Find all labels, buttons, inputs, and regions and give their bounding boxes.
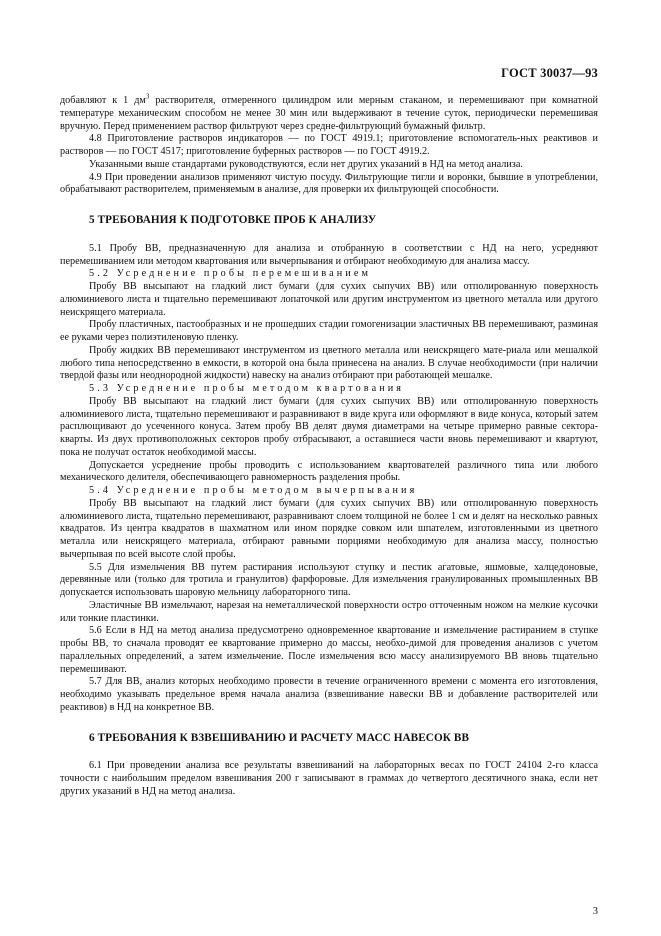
paragraph: 5.6 Если в НД на метод анализа предусмотрено одновременное квартование и измельчение растиранием в ступке пробы ВВ, то сначала проводят ее квартование примерно до массы, необхо-димой для проведения анализов с учетом параллельных определений, а затем измельчение. После измельчения всю массу анализируемого ВВ вновь тщательно перемешивают. bbox=[60, 625, 598, 675]
paragraph: Эластичные ВВ измельчают, нарезая на неметаллической поверхности остро отточенным ножом на мелкие кусочки или тонкие пластинки. bbox=[60, 599, 598, 624]
paragraph: 6.1 При проведении анализа все результаты взвешиваний на лабораторных весах по ГОСТ 24104 2-го класса точности с наибольшим пределом взвешивания 200 г записывают в граммах до четвертого десятичного знака, если нет других указаний в НД на метод анализа. bbox=[60, 760, 598, 797]
paragraph: 5.7 Для ВВ, анализ которых необходимо провести в течение ограниченного времени с момента его изготовления, необходимо указывать предельное время начала анализа (взвешивание навески ВВ и добавление растворителей или реактивов) в НД на конкретное ВВ. bbox=[60, 676, 598, 713]
paragraph: Допускается усреднение пробы проводить с использованием квартователей различного типа или любого механического делителя, обеспечивающего равномерность разделения пробы. bbox=[60, 459, 598, 484]
paragraph: Пробу ВВ высыпают на гладкий лист бумаги (для сухих сыпучих ВВ) или отполированную поверхность алюминиевого листа, тщательно перемешивают, разравнивают слоем толщиной не более 1 см и делят на несколько равных квадратов. Из центра квадратов в шахматном или ином порядке совком или шпателем, изготовленными из цветного металла или неискрящего материала, отбирают равными порциями необходимую для анализа массу, полностью вычерпывая по всей высоте слой пробы. bbox=[60, 497, 598, 560]
paragraph: Указанными выше стандартами руководствуются, если нет других указаний в НД на метод анализа. bbox=[89, 158, 523, 170]
document-header: ГОСТ 30037—93 bbox=[501, 66, 598, 80]
paragraph: 5.4 Усреднение пробы методом вычерпывания bbox=[89, 485, 418, 496]
section-heading: 6 ТРЕБОВАНИЯ К ВЗВЕШИВАНИЮ И РАСЧЕТУ МАСС НАВЕСОК ВВ bbox=[89, 731, 470, 744]
paragraph: 5.5 Для измельчения ВВ путем растирания используют ступку и пестик агатовые, яшмовые, халцедоновые, деревянные или (только для тротила и гранулитов) фарфоровые. Для измельчения гранулированных промышленных ВВ допускается использовать шаровую мельницу лабораторного типа. bbox=[60, 561, 598, 598]
paragraph: 5.3 Усреднение пробы методом квартования bbox=[89, 383, 405, 394]
paragraph: 4.9 При проведении анализов применяют чистую посуду. Фильтрующие тигли и воронки, бывшие в употреблении, обрабатывают растворителем, применяемым в анализе, для проверки их фильтрующей способности. bbox=[60, 171, 598, 196]
paragraph: Пробу ВВ высыпают на гладкий лист бумаги (для сухих сыпучих ВВ) или отполированную поверхность алюминиевого листа, тщательно перемешивают и разравнивают в виде круга или оформляют в виде конуса, который затем расплющивают до усеченного конуса. Затем пробу ВВ делят двумя диаметрами на четыре примерно равные сектора-кварты. Из двух противоположных секторов пробу отбрасывают, а оставшиеся части вновь перемешивают и квартуют, пока не получат остаток необходимой массы. bbox=[60, 395, 598, 458]
paragraph: 4.8 Приготовление растворов индикаторов — по ГОСТ 4919.1; приготовление вспомогатель-ных реактивов и растворов — по ГОСТ 4517; приготовление буферных растворов — по ГОСТ 4919.2. bbox=[60, 133, 598, 157]
paragraph: 5.2 Усреднение пробы перемешиванием bbox=[89, 268, 372, 280]
section-heading: 5 ТРЕБОВАНИЯ К ПОДГОТОВКЕ ПРОБ К АНАЛИЗУ bbox=[89, 214, 377, 226]
paragraph: Пробу ВВ высыпают на гладкий лист бумаги (для сухих сыпучих ВВ) или отполированную поверхность алюминиевого листа и тщательно перемешивают лопаточкой или другим инструментом из цветного металла или другого неискрящего материала. bbox=[60, 281, 598, 318]
paragraph: Пробу жидких ВВ перемешивают инструментом из цветного металла или неискрящего мате-риала или мешалкой любого типа непосредственно в емкости, в которой она была принесена на анализ. В случае необходимости (при наличии твердой фазы или неоднородной жидкости) навеску на анализ отбирают при работающей мешалке. bbox=[60, 344, 598, 382]
paragraph: добавляют к 1 $дм^3$ растворителя, отмеренного цилиндром или мерным стаканом, и перемешивают при комнатной температуре механическим способом не менее 30 мин или выдерживают в течение суток, периодически перемешивая вручную. Перед применением раствор фильтруют через средне-фильтрующий бумажный фильтр. bbox=[60, 92, 598, 132]
paragraph: 5.1 Пробу ВВ, предназначенную для анализа и отобранную в соответствии с НД на него, усредняют перемешиванием или методом квартования или вычерпывания и отбирают необходимую для анализа массу. bbox=[60, 242, 598, 267]
document-body bbox=[60, 92, 598, 799]
paragraph: Пробу пластичных, пастообразных и не прошедших стадии гомогенизации эластичных ВВ перемешивают, разминая ее руками через полиэтиленовую пленку. bbox=[60, 319, 598, 343]
page-number: 3 bbox=[592, 906, 598, 917]
